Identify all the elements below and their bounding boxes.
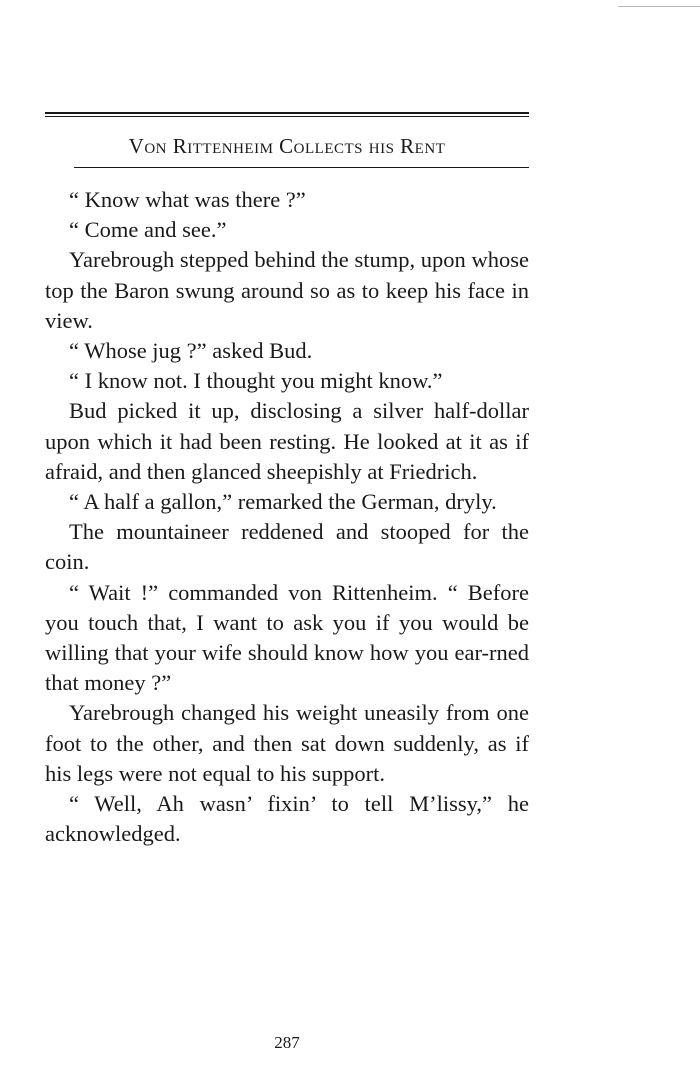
paragraph: “ Come and see.” — [69, 217, 227, 243]
paragraph: The mountaineer reddened and stooped for the coin. — [45, 519, 529, 575]
header-double-rule — [45, 112, 529, 114]
paragraph: Yarebrough stepped behind the stump, upon whose top the Baron swung around so as to keep his face in view. — [45, 247, 529, 333]
page-number: 287 — [274, 1033, 300, 1052]
paragraph: Bud picked it up, disclosing a silver half-dollar upon which it had been resting. He looked at it as if afraid, and then glanced sheepishly at Friedrich. — [45, 398, 529, 484]
header-rule-thick — [45, 112, 529, 114]
paragraph: “ I know not. I thought you might know.” — [69, 368, 443, 394]
body-text — [45, 185, 529, 849]
paragraph: “ Know what was there ?” — [69, 187, 306, 212]
paragraph: “ Whose jug ?” asked Bud. — [69, 338, 313, 364]
header-rule-thin — [45, 116, 529, 117]
paragraph: Yarebrough changed his weight uneasily from one foot to the other, and then sat down suddenly, as if his legs were not equal to his support. — [45, 700, 529, 786]
running-head: Von Rittenheim Collects his Rent — [128, 134, 446, 158]
paragraph: “ Well, Ah wasn’ fixin’ to tell M’lissy,” he acknowledged. — [45, 791, 529, 847]
running-head-underline — [74, 167, 529, 168]
scan-edge-rule — [618, 6, 700, 7]
paragraph: “ A half a gallon,” remarked the German, dryly. — [69, 489, 497, 515]
paragraph: “ Wait !” commanded von Rittenheim. “ Before you touch that, I want to ask you if you would be willing that your wife should know how you ear-rned that money ?” — [45, 579, 529, 696]
